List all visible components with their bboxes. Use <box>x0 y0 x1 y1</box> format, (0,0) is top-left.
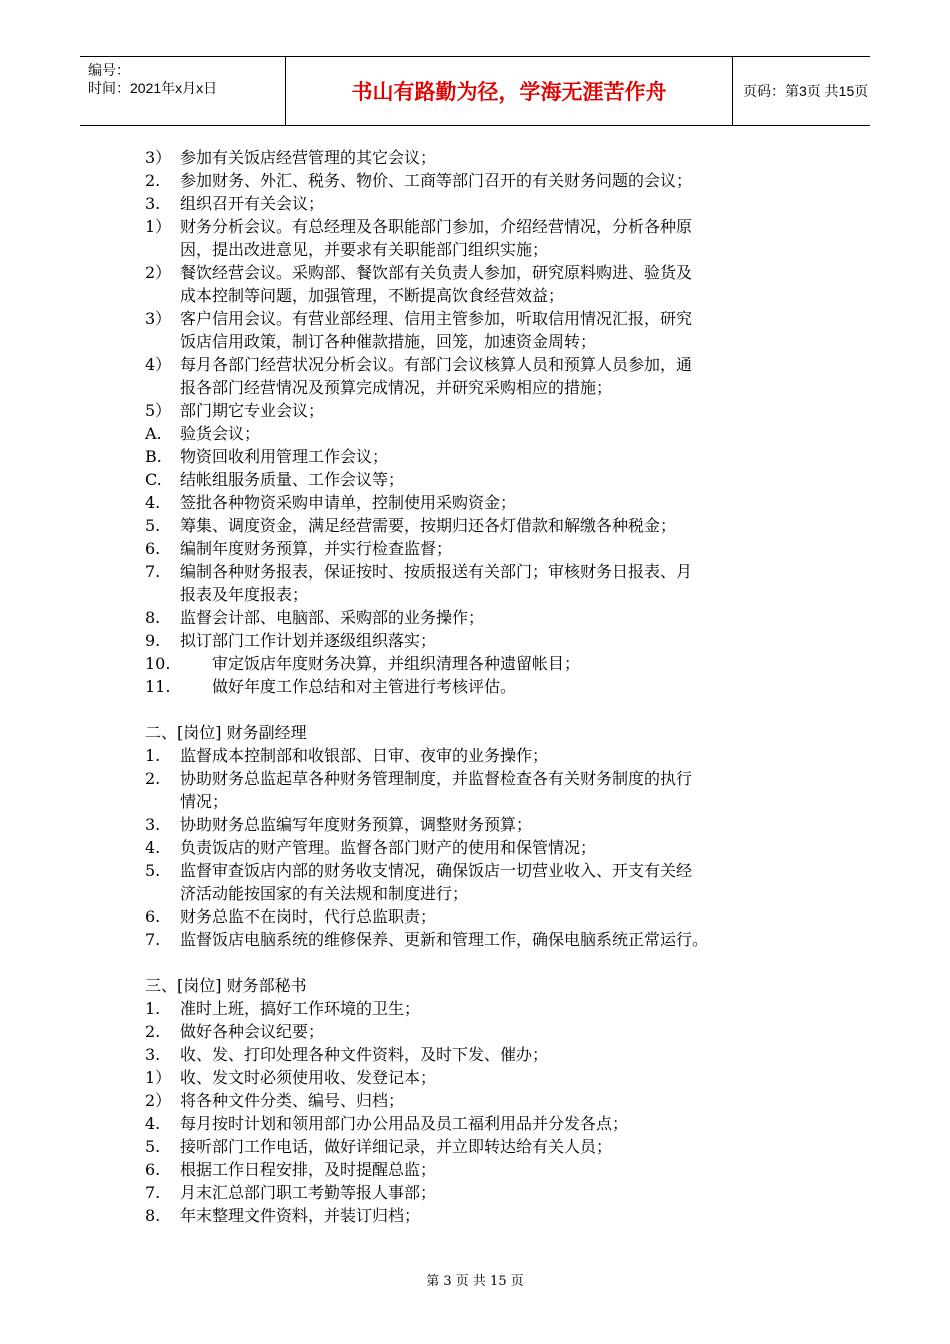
list-item-continuation <box>145 376 810 399</box>
list-item <box>145 261 810 284</box>
list-item <box>145 1066 810 1089</box>
list-item <box>145 1204 810 1227</box>
list-item-number: 8. <box>145 1206 161 1225</box>
header-motto: 书山有路勤为径，学海无涯苦作舟 <box>285 57 733 125</box>
list-item-text: 监督会计部、电脑部、采购部的业务操作； <box>180 608 485 627</box>
list-item-number: 6. <box>145 907 161 926</box>
list-item <box>145 606 810 629</box>
list-item <box>145 468 810 491</box>
list-item-text: 结帐组服务质量、工作会议等； <box>180 470 405 489</box>
list-item-text: 筹集、调度资金，满足经营需要，按期归还各灯借款和解缴各种税金； <box>180 516 677 535</box>
document-number-label: 编号： <box>88 62 130 78</box>
list-item <box>145 422 810 445</box>
list-item <box>145 859 810 882</box>
list-item <box>145 537 810 560</box>
paragraph-gap <box>145 951 810 974</box>
list-item <box>145 813 810 836</box>
list-item-continuation <box>145 790 810 813</box>
list-item-number: 2. <box>145 769 161 788</box>
list-item-number: 9. <box>145 631 161 650</box>
list-item <box>145 905 810 928</box>
list-item <box>145 445 810 468</box>
list-item-number: 3） <box>145 148 172 167</box>
list-item <box>145 836 810 859</box>
list-item <box>145 514 810 537</box>
list-item-number: 7. <box>145 1183 161 1202</box>
list-item-number: 2. <box>145 1022 161 1041</box>
list-item-text: 收、发文时必须使用收、发登记本； <box>180 1068 437 1087</box>
list-item-continuation <box>145 284 810 307</box>
list-item <box>145 491 810 514</box>
section-heading: 二、[岗位] 财务副经理 <box>145 723 307 742</box>
list-item <box>145 215 810 238</box>
list-item-text: 年末整理文件资料，并装订归档； <box>180 1206 421 1225</box>
list-item-text: 编制年度财务预算，并实行检查监督； <box>180 539 453 558</box>
list-item-number: 1. <box>145 999 161 1018</box>
list-item-text: 监督饭店电脑系统的维修保养、更新和管理工作，确保电脑系统正常运行。 <box>180 930 709 949</box>
list-item-number: 3. <box>145 194 161 213</box>
list-item-number: 4. <box>145 838 161 857</box>
list-item-text: 物资回收利用管理工作会议； <box>180 447 389 466</box>
list-item-number: 2） <box>145 1091 172 1110</box>
list-item <box>145 1181 810 1204</box>
list-item-text: 报各部门经营情况及预算完成情况，并研究采购相应的措施； <box>180 378 613 397</box>
list-item-text: 财务分析会议。有总经理及各职能部门参加，介绍经营情况，分析各种原 <box>180 217 693 236</box>
list-item-text: 济活动能按国家的有关法规和制度进行； <box>180 884 469 903</box>
page-header <box>80 56 870 126</box>
list-item <box>145 399 810 422</box>
list-item-text: 负责饭店的财产管理。监督各部门财产的使用和保管情况； <box>180 838 597 857</box>
list-item-number: A. <box>145 424 162 443</box>
list-item-text: 收、发、打印处理各种文件资料，及时下发、催办； <box>180 1045 549 1064</box>
list-item-text: 签批各种物资采购申请单，控制使用采购资金； <box>180 493 517 512</box>
list-item-number: 11. <box>145 677 171 696</box>
list-item-text: 将各种文件分类、编号、归档； <box>180 1091 405 1110</box>
list-item-number: 1. <box>145 746 161 765</box>
list-item <box>145 1135 810 1158</box>
list-item-text: 月末汇总部门职工考勤等报人事部； <box>180 1183 437 1202</box>
list-item <box>145 307 810 330</box>
header-page-info: 页码：第3页 共15页 <box>743 83 869 99</box>
list-item <box>145 652 810 675</box>
list-item <box>145 192 810 215</box>
list-item <box>145 560 810 583</box>
list-item-text: 客户信用会议。有营业部经理、信用主管参加，听取信用情况汇报，研究 <box>180 309 693 328</box>
list-item <box>145 1112 810 1135</box>
list-item-number: C. <box>145 470 162 489</box>
list-item <box>145 169 810 192</box>
list-item-text: 报表及年度报表； <box>180 585 309 604</box>
list-item-text: 成本控制等问题，加强管理，不断提高饮食经营效益； <box>180 286 565 305</box>
list-item-number: 7. <box>145 562 161 581</box>
list-item <box>145 767 810 790</box>
list-item-continuation <box>145 238 810 261</box>
list-item-text: 编制各种财务报表，保证按时、按质报送有关部门；审核财务日报表、月 <box>180 562 693 581</box>
list-item-text: 根据工作日程安排，及时提醒总监； <box>180 1160 437 1179</box>
list-item-number: 3. <box>145 815 161 834</box>
list-item <box>145 997 810 1020</box>
list-item-text: 参加财务、外汇、税务、物价、工商等部门召开的有关财务问题的会议； <box>180 171 693 190</box>
list-item-number: 6. <box>145 1160 161 1179</box>
paragraph-gap <box>145 698 810 721</box>
list-item-number: 5. <box>145 516 161 535</box>
list-item-text: 拟订部门工作计划并逐级组织落实； <box>180 631 437 650</box>
list-item-number: 3. <box>145 1045 161 1064</box>
list-item-number: 7. <box>145 930 161 949</box>
list-item-text: 验货会议； <box>180 424 261 443</box>
list-item <box>145 629 810 652</box>
list-item-text: 部门期它专业会议； <box>180 401 325 420</box>
list-item-text: 饭店信用政策，制订各种催款措施，回笼，加速资金周转； <box>180 332 597 351</box>
document-body <box>145 146 810 1227</box>
list-item-text: 协助财务总监编写年度财务预算，调整财务预算； <box>180 815 533 834</box>
section-heading: 三、[岗位] 财务部秘书 <box>145 976 307 995</box>
list-item-number: 2） <box>145 263 172 282</box>
list-item-text: 监督审查饭店内部的财务收支情况，确保饭店一切营业收入、开支有关经 <box>180 861 693 880</box>
list-item-text: 餐饮经营会议。采购部、餐饮部有关负责人参加，研究原料购进、验货及 <box>180 263 693 282</box>
list-item-text: 每月按时计划和领用部门办公用品及员工福利用品并分发各点； <box>180 1114 629 1133</box>
list-item-number: 4） <box>145 355 172 374</box>
list-item-continuation <box>145 882 810 905</box>
list-item-text: 财务总监不在岗时，代行总监职责； <box>180 907 437 926</box>
list-item-text: 做好各种会议纪要； <box>180 1022 325 1041</box>
header-meta <box>80 57 285 125</box>
list-item-number: 5. <box>145 861 161 880</box>
list-item <box>145 928 810 951</box>
list-item-text: 监督成本控制部和收银部、日审、夜审的业务操作； <box>180 746 549 765</box>
list-item-number: 4. <box>145 493 161 512</box>
list-item-number: 1） <box>145 1068 172 1087</box>
list-item <box>145 1020 810 1043</box>
list-item-number: 2. <box>145 171 161 190</box>
document-date-label: 时间：2021年x月x日 <box>88 80 218 96</box>
list-item <box>145 1043 810 1066</box>
list-item-number: 3） <box>145 309 172 328</box>
list-item <box>145 1158 810 1181</box>
list-item <box>145 1089 810 1112</box>
list-item-text: 参加有关饭店经营管理的其它会议； <box>180 148 437 167</box>
list-item-number: 5. <box>145 1137 161 1156</box>
list-item-text: 做好年度工作总结和对主管进行考核评估。 <box>212 677 517 696</box>
list-item-number: 1） <box>145 217 172 236</box>
list-item-text: 因，提出改进意见，并要求有关职能部门组织实施； <box>180 240 549 259</box>
list-item-text: 审定饭店年度财务决算，并组织清理各种遗留帐目； <box>212 654 581 673</box>
list-item-text: 每月各部门经营状况分析会议。有部门会议核算人员和预算人员参加，通 <box>180 355 693 374</box>
list-item <box>145 744 810 767</box>
list-item-number: 10. <box>145 654 171 673</box>
list-item-number: 5） <box>145 401 172 420</box>
page-footer: 第 3 页 共 15 页 <box>426 1274 524 1289</box>
list-item-continuation <box>145 583 810 606</box>
list-item-continuation <box>145 330 810 353</box>
list-item-text: 协助财务总监起草各种财务管理制度，并监督检查各有关财务制度的执行 <box>180 769 693 788</box>
list-item-text: 情况； <box>180 792 229 811</box>
list-item <box>145 675 810 698</box>
list-item <box>145 353 810 376</box>
list-item-text: 准时上班，搞好工作环境的卫生； <box>180 999 421 1018</box>
list-item-number: 8. <box>145 608 161 627</box>
list-item-text: 组织召开有关会议； <box>180 194 325 213</box>
list-item-number: B. <box>145 447 162 466</box>
list-item <box>145 146 810 169</box>
list-item-text: 接听部门工作电话，做好详细记录，并立即转达给有关人员； <box>180 1137 613 1156</box>
list-item-number: 4. <box>145 1114 161 1133</box>
list-item-number: 6. <box>145 539 161 558</box>
